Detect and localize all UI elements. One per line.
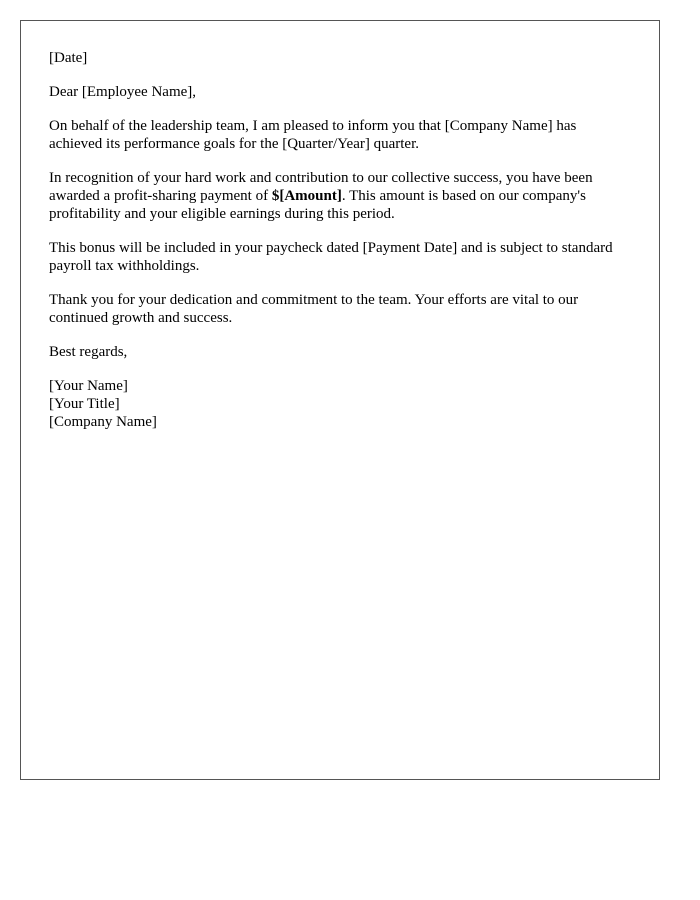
letter-page [20,20,660,780]
signature-title: [Your Title] [49,396,120,412]
letter-closing: Best regards, [49,344,128,360]
award-text-after: . This amount is based on our company's profitability and your eligible earnings during this period. [49,188,586,222]
award-text-before: In recognition of your hard work and contribution to our collective success, you have been awarded a profit-sharing payment of [49,170,593,204]
signature-name: [Your Name] [49,378,128,394]
letter-salutation: Dear [Employee Name], [49,84,197,100]
letter-date: [Date] [49,50,88,66]
signature-company: [Company Name] [49,414,157,430]
award-amount: $[Amount] [271,188,342,204]
letter-paragraph-intro: On behalf of the leadership team, I am pleased to inform you that [Company Name] has achieved its performance goals for the [Quarter/Year] quarter. [49,118,577,152]
letter-paragraph-payment: This bonus will be included in your paycheck dated [Payment Date] and is subject to standard payroll tax withholdings. [49,240,613,274]
letter-paragraph-thanks: Thank you for your dedication and commitment to the team. Your efforts are vital to our continued growth and success. [49,292,579,326]
letter-paragraph-award [49,169,631,223]
signature-block [49,377,631,431]
